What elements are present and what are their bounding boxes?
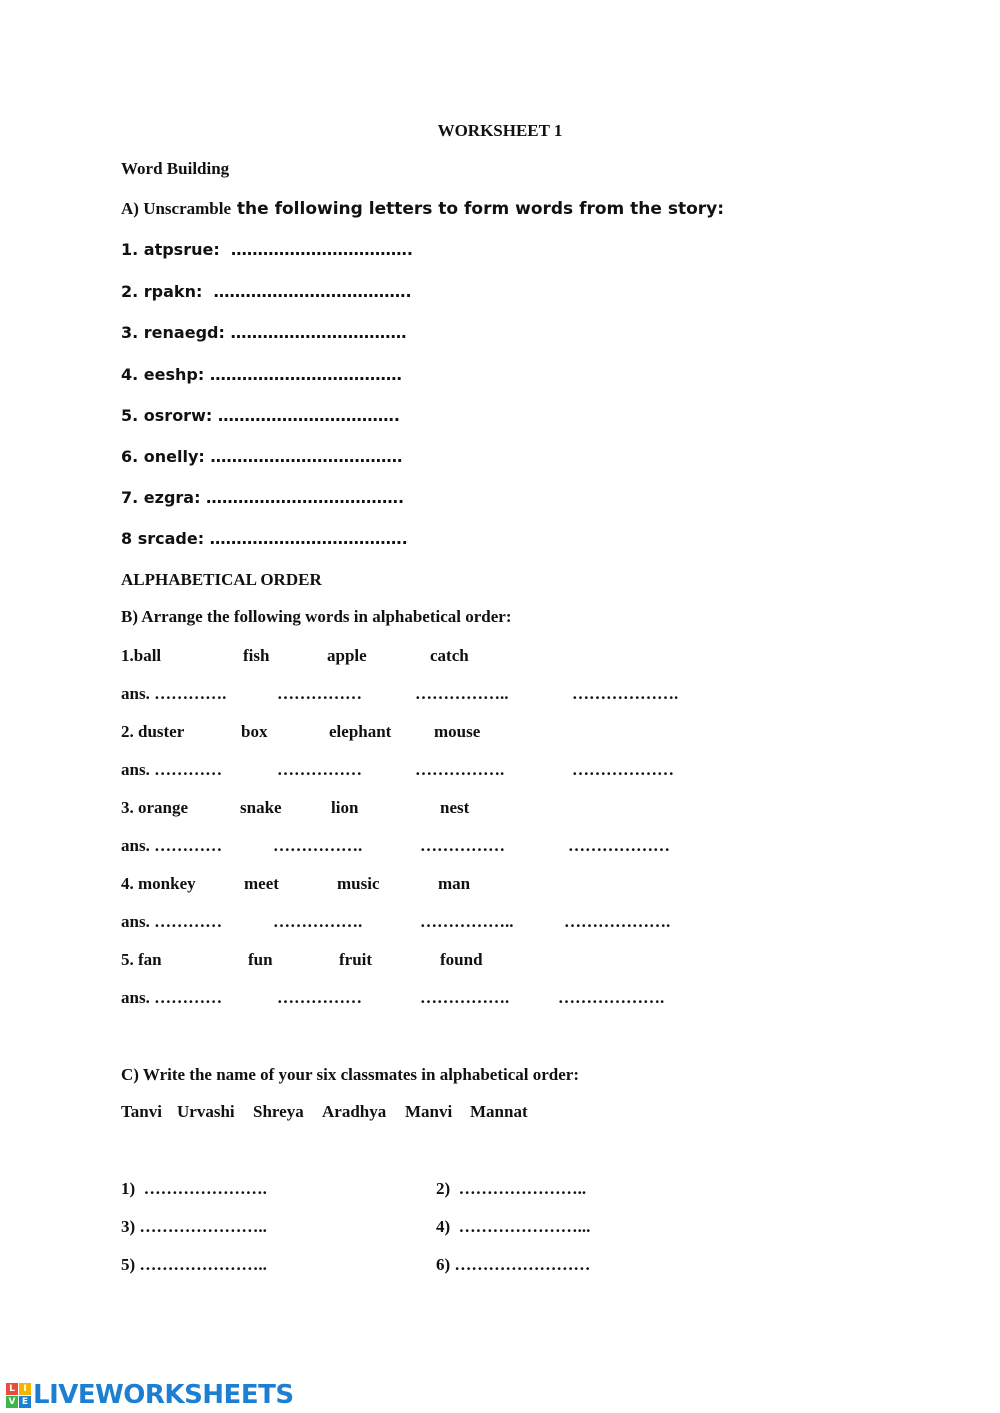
logo-text: LIVEWORKSHEETS: [33, 1380, 294, 1410]
arrange-word: apple: [327, 646, 367, 665]
arrange-word: 4. monkey: [121, 874, 196, 893]
answer-blank: ……………….: [558, 988, 665, 1007]
answer-blank: ans. …………: [121, 988, 223, 1007]
answer-blank: ………………: [572, 760, 674, 779]
classmate-name: Mannat: [470, 1102, 528, 1121]
classmate-name: Aradhya: [322, 1102, 387, 1121]
arrange-word: box: [241, 722, 268, 741]
section-c-instruction: C) Write the name of your six classmates in alphabetical order:: [121, 1065, 580, 1084]
unscramble-item-1: 1. atpsrue: …………………………….: [121, 240, 413, 259]
answer-blank: ……………: [277, 760, 362, 779]
section-a-rest: the following letters to form words from the story:: [231, 199, 725, 219]
answer-blank: …………….: [415, 760, 505, 779]
arrange-word: 3. orange: [121, 798, 189, 817]
classmate-blank: 3) …………………..: [121, 1217, 267, 1236]
arrange-word: fruit: [339, 950, 373, 969]
logo-icon: [6, 1383, 31, 1408]
classmate-blank: 1) ………………….: [121, 1179, 267, 1198]
section-a-prefix: A) Unscramble: [121, 199, 232, 218]
unscramble-item-7: 7. ezgra: ……………………………….: [121, 488, 405, 507]
arrange-word: elephant: [329, 722, 392, 741]
unscramble-item-4: 4. eeshp: ………………………………: [121, 365, 402, 384]
classmate-blank: 6) ……………………: [436, 1255, 591, 1274]
classmate-name: Urvashi: [177, 1102, 235, 1121]
arrange-word: lion: [331, 798, 359, 817]
arrange-word: snake: [240, 798, 282, 817]
arrange-word: catch: [430, 646, 469, 665]
classmate-name: Shreya: [253, 1102, 304, 1121]
arrange-word: meet: [244, 874, 279, 893]
answer-blank: ……………..: [415, 684, 509, 703]
logo-letter: V: [6, 1396, 18, 1408]
arrange-word: nest: [440, 798, 470, 817]
logo-letter: E: [19, 1396, 31, 1408]
classmate-blank: 5) …………………..: [121, 1255, 267, 1274]
unscramble-item-2: 2. rpakn: ……………………………….: [121, 282, 412, 301]
section-a-instruction: [121, 199, 724, 219]
unscramble-item-3: 3. renaegd: ……………………………: [121, 323, 407, 342]
logo-letter: I: [19, 1383, 31, 1395]
arrange-word: fish: [243, 646, 270, 665]
arrange-word: 5. fan: [121, 950, 162, 969]
section-b-instruction: B) Arrange the following words in alphabetical order:: [121, 607, 512, 626]
answer-blank: ……………….: [572, 684, 679, 703]
answer-blank: ……………: [420, 836, 505, 855]
arrange-word: found: [440, 950, 483, 969]
arrange-word: 1.ball: [121, 646, 162, 665]
word-building-heading: Word Building: [121, 159, 230, 178]
classmate-name: Manvi: [405, 1102, 453, 1121]
arrange-word: man: [438, 874, 471, 893]
answer-blank: ans. ………….: [121, 684, 227, 703]
unscramble-item-5: 5. osrorw: …………………………….: [121, 406, 400, 425]
answer-blank: …………….: [273, 912, 363, 931]
answer-blank: ……………: [277, 684, 362, 703]
arrange-word: 2. duster: [121, 722, 185, 741]
answer-blank: …………….: [273, 836, 363, 855]
classmate-blank: 4) …………………...: [436, 1217, 591, 1236]
answer-blank: ……………….: [564, 912, 671, 931]
unscramble-item-6: 6. onelly: ………………………………: [121, 447, 403, 466]
logo-letter: L: [6, 1383, 18, 1395]
arrange-word: mouse: [434, 722, 481, 741]
arrange-word: music: [337, 874, 380, 893]
answer-blank: ……………..: [420, 912, 514, 931]
answer-blank: ans. …………: [121, 760, 223, 779]
liveworksheets-logo: [6, 1381, 294, 1409]
alphabetical-order-heading: ALPHABETICAL ORDER: [121, 570, 322, 589]
answer-blank: ans. …………: [121, 912, 223, 931]
arrange-word: fun: [248, 950, 273, 969]
answer-blank: ans. …………: [121, 836, 223, 855]
classmate-name: Tanvi: [121, 1102, 162, 1121]
answer-blank: ……………: [277, 988, 362, 1007]
answer-blank: ………………: [568, 836, 670, 855]
answer-blank: …………….: [420, 988, 510, 1007]
classmate-blank: 2) …………………..: [436, 1179, 587, 1198]
unscramble-item-8: 8 srcade: ……………………………….: [121, 529, 408, 548]
page-title: WORKSHEET 1: [437, 121, 563, 140]
